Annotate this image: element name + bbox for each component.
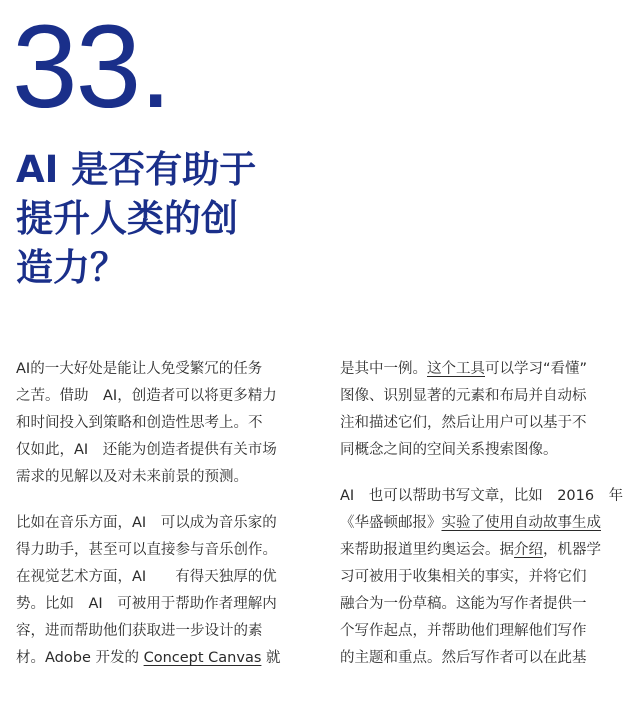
text-line [340,537,622,564]
page-title [16,145,316,292]
text-line: 个写作起点，并帮助他们理解他们写作 [340,623,587,639]
text-line: 容，进而帮助他们获取进一步设计的素 [16,623,263,639]
text-line [340,510,622,537]
text-line: 得力助手，甚至可以直接参与音乐创作。 [16,542,277,558]
chapter-number: 33. [12,1,171,133]
text-line: 同概念之间的空间关系搜索图像。 [340,442,558,458]
right-column [340,356,622,672]
text-line: 在视觉艺术方面，AI 有得天独厚的优 [16,569,277,585]
text-segment: 是其中一例。 [340,361,427,377]
text-line: 习可被用于收集相关的事实，并将它们 [340,569,587,585]
text-segment: 材。Adobe 开发的 [16,650,144,666]
text-line [16,645,298,672]
text-line: AI 也可以帮助书写文章，比如 2016 年 [340,488,624,504]
text-segment: 来帮助报道里约奥运会。据 [340,542,514,558]
text-line: 仅如此，AI 还能为创造者提供有关市场 [16,442,277,458]
text-segment: 可以学习“看懂” [485,361,588,377]
title-line: 提升人类的创 [16,197,238,240]
text-line: 比如在音乐方面，AI 可以成为音乐家的 [16,515,277,531]
text-line: 需求的见解以及对未来前景的预测。 [16,469,248,485]
this-tool-link[interactable]: 这个工具 [427,361,485,377]
title-line: 造力？ [16,246,127,289]
text-line [340,356,622,383]
title-line: AI 是否有助于 [16,148,257,191]
text-line: 势。比如 AI 可被用于帮助作者理解内 [16,596,277,612]
text-line: 图像、识别显著的元素和布局并自动标 [340,388,587,404]
text-line: 的主题和重点。然后写作者可以在此基 [340,650,587,666]
text-line: 融合为一份草稿。这能为写作者提供一 [340,596,587,612]
concept-canvas-link[interactable]: Concept Canvas [143,650,262,666]
left-column [16,356,298,672]
text-line: 注和描述它们，然后让用户可以基于不 [340,415,587,431]
text-segment: 就 [261,650,281,666]
text-segment: ，机器学 [543,542,601,558]
experiment-link[interactable]: 实验了使用自动故事生成 [441,515,601,531]
text-line: 和时间投入到策略和创造性思考上。不 [16,415,263,431]
text-line: AI的一大好处是能让人免受繁冗的任务 [16,361,263,377]
introduction-link[interactable]: 介绍 [514,542,543,558]
text-segment: 《华盛顿邮报》 [340,515,442,531]
text-line: 之苦。借助 AI，创造者可以将更多精力 [16,388,277,404]
